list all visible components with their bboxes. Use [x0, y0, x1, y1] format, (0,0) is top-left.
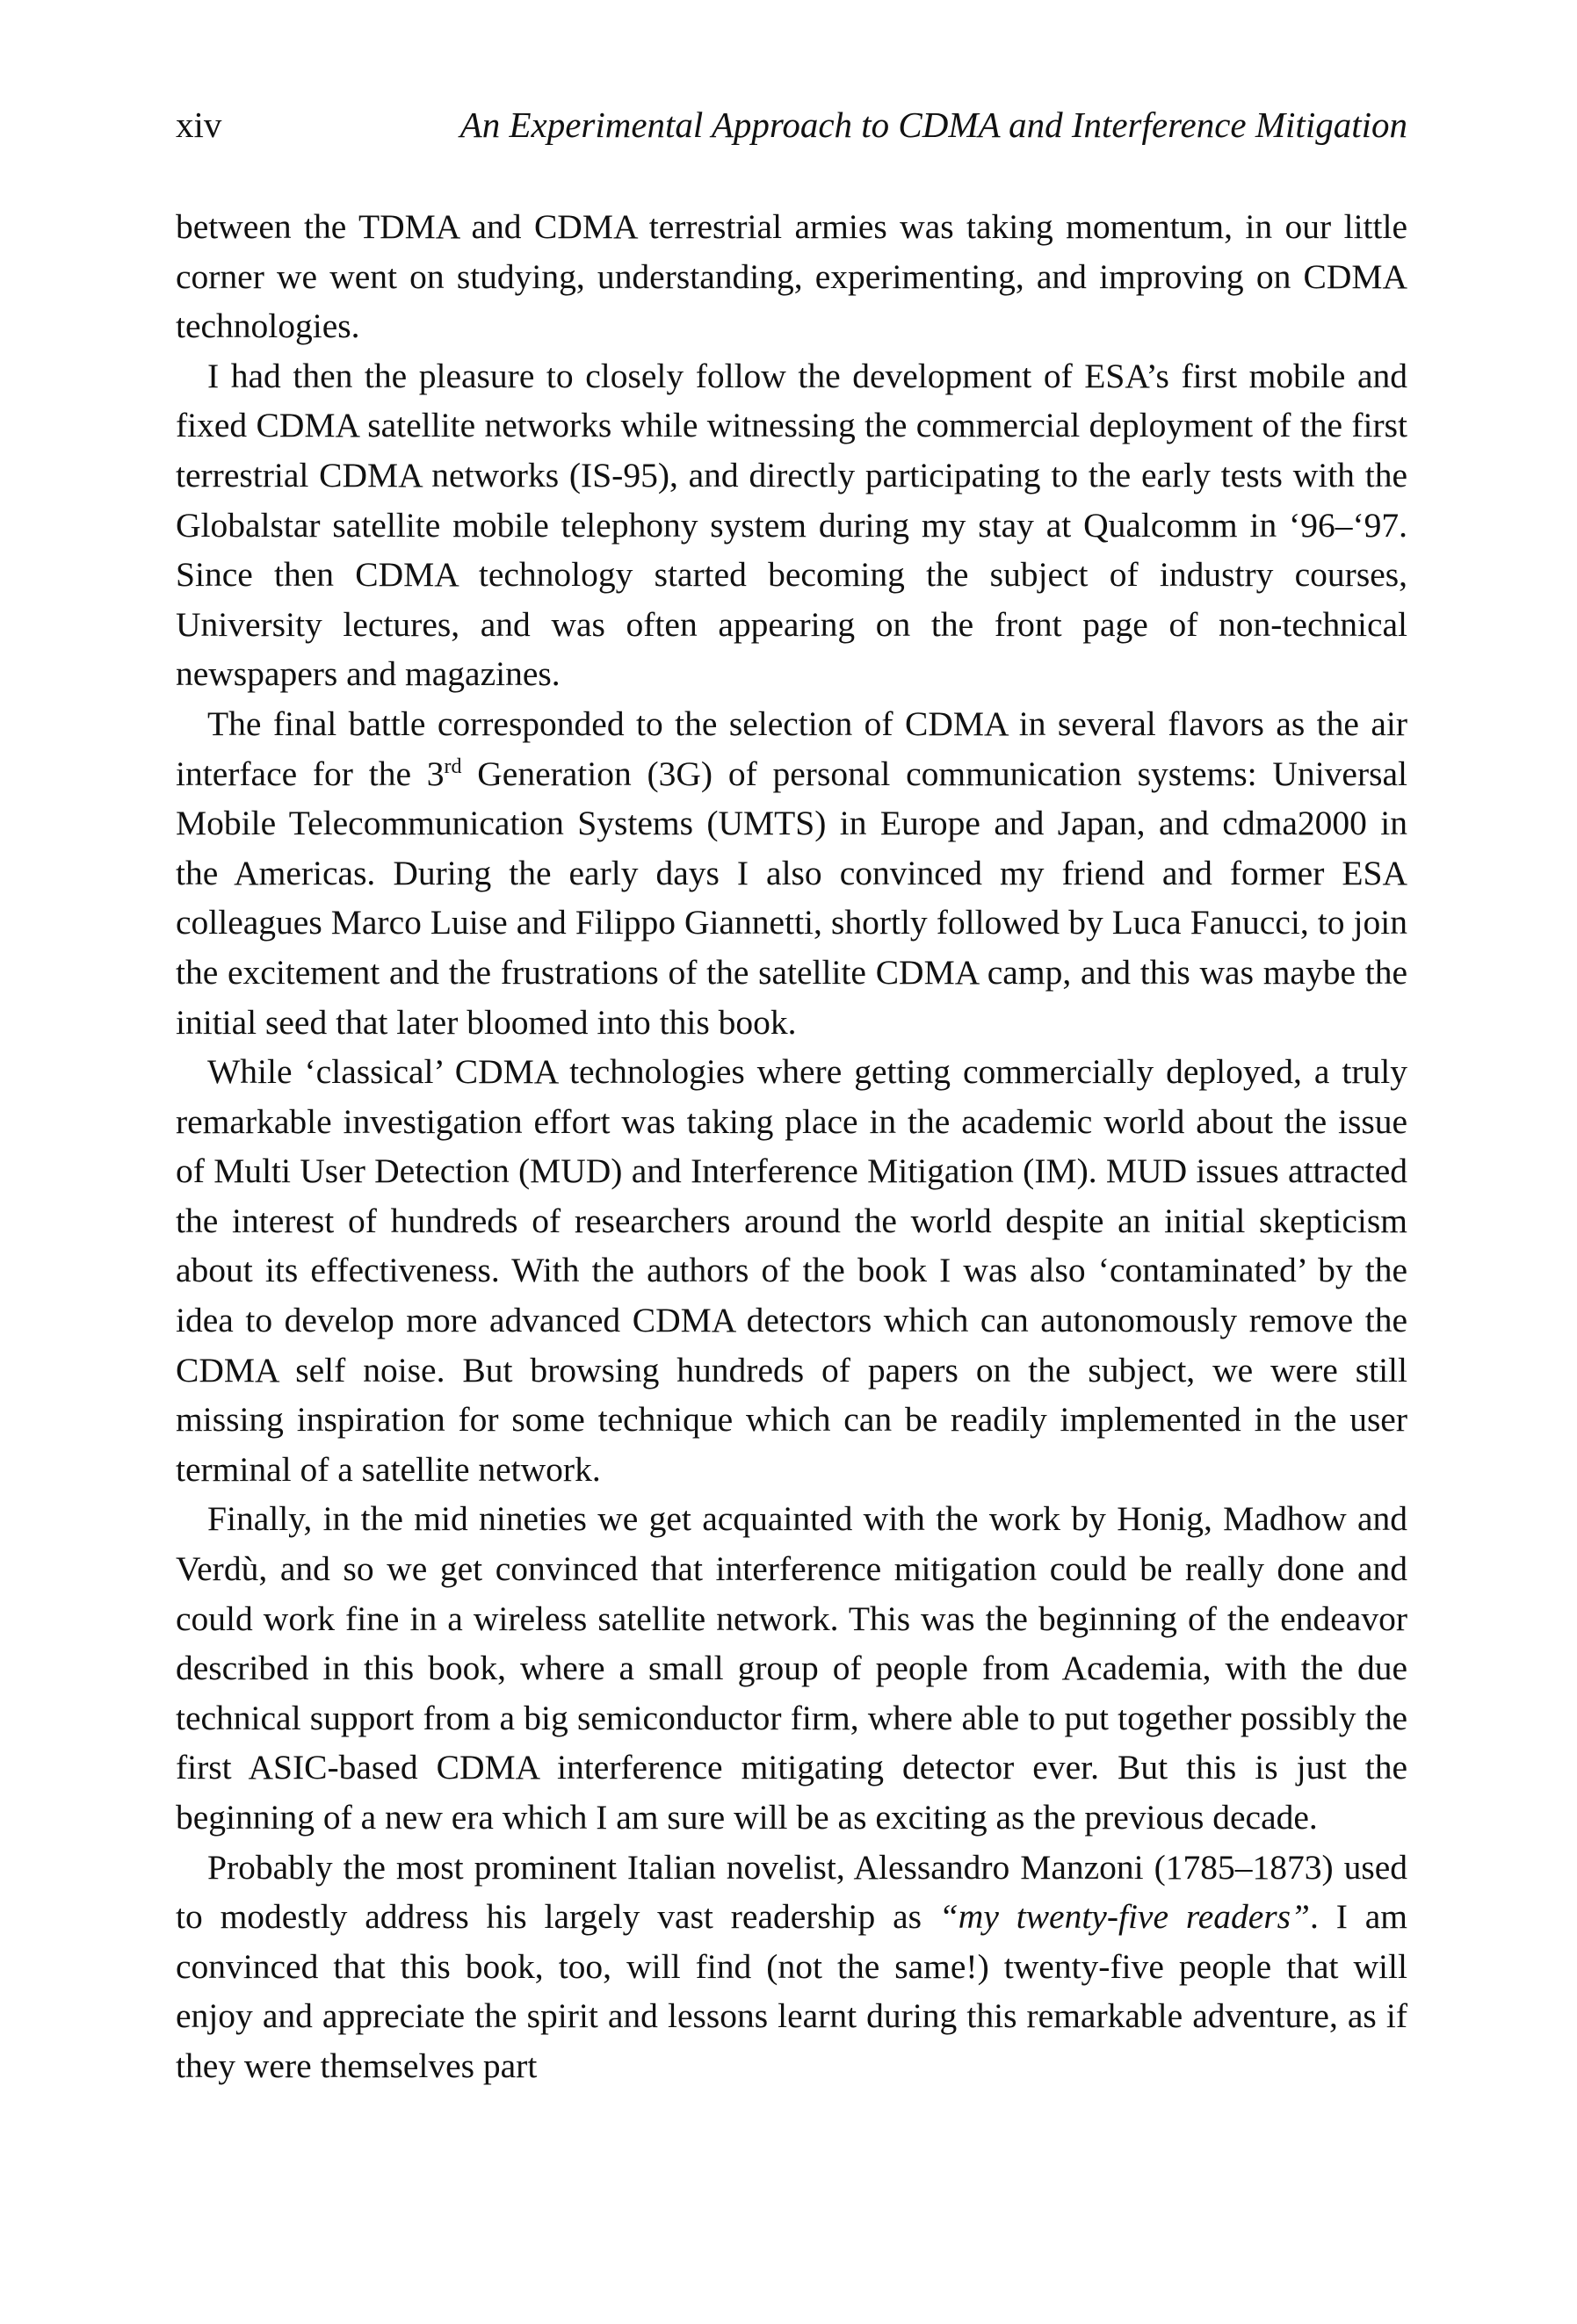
paragraph-6-text-a: Probably the most prominent Italian novelist, Alessandro Manzoni (1785–1873) used to modestly address his largely vast readership as	[176, 1847, 1407, 1937]
paragraph-6	[176, 1843, 1407, 2091]
paragraph-5: Finally, in the mid nineties we get acquainted with the work by Honig, Madhow and Verdù, and so we get convinced that interference mitigation could be really done and could work fine in a wireless satellite network. This was the beginning of the endeavor described in this book, where a small group of people from Academia, with the due technical support from a big semiconductor firm, where able to put together possibly the first ASIC-based CDMA interference mitigating detector ever. But this is just the beginning of a new era which I am sure will be as exciting as the previous decade.	[176, 1499, 1407, 1837]
page-header	[176, 104, 1407, 156]
ordinal-superscript: rd	[444, 754, 462, 778]
paragraph-3-text-b: Generation (3G) of personal communication systems: Universal Mobile Telecommunication Systems (UMTS) in Europe and Japan, and cdma2000 in the Americas. During the early days I also convinced my friend and former ESA colleagues Marco Luise and Filippo Giannetti, shortly followed by Luca Fanucci, to join the excitement and the frustrations of the satellite CDMA camp, and this was maybe the initial seed that later bloomed into this book.	[176, 754, 1407, 1042]
paragraph-3-text-a: The final battle corresponded to the selection of CDMA in several flavors as the air interface for the 3	[176, 704, 1407, 793]
paragraph-3	[176, 699, 1407, 1047]
page-number: xiv	[176, 105, 222, 145]
paragraph-2: I had then the pleasure to closely follow the development of ESA’s first mobile and fixed CDMA satellite networks while witnessing the commercial deployment of the first terrestrial CDMA networks (IS-95), and directly participating to the early tests with the Globalstar satellite mobile telephony system during my stay at Qualcomm in ‘96–‘97. Since then CDMA technology started becoming the subject of industry courses, University lectures, and was often appearing on the front page of non-technical newspapers and magazines.	[176, 356, 1407, 694]
paragraph-4: While ‘classical’ CDMA technologies where getting commercially deployed, a truly remarkable investigation effort was taking place in the academic world about the issue of Multi User Detection (MUD) and Interference Mitigation (IM). MUD issues attracted the interest of hundreds of researchers around the world despite an initial skepticism about its effectiveness. With the authors of the book I was also ‘contaminated’ by the idea to develop more advanced CDMA detectors which can autonomously remove the CDMA self noise. But browsing hundreds of papers on the subject, we were still missing inspiration for some technique which can be readily implemented in the user terminal of a satellite network.	[176, 1052, 1407, 1489]
paragraph-6-text-b: . I am convinced that this book, too, will find (not the same!) twenty-five people that will enjoy and appreciate the spirit and lessons learnt during this remarkable adventure, as if they were themselves part	[176, 1897, 1407, 2085]
body-text	[176, 202, 1407, 2091]
quoted-phrase: “my twenty-five readers”	[938, 1897, 1311, 1937]
paragraph-1: between the TDMA and CDMA terrestrial armies was taking momentum, in our little corner we went on studying, understanding, experimenting, and improving on CDMA technologies.	[176, 207, 1407, 346]
running-title: An Experimental Approach to CDMA and Interference Mitigation	[459, 105, 1407, 145]
